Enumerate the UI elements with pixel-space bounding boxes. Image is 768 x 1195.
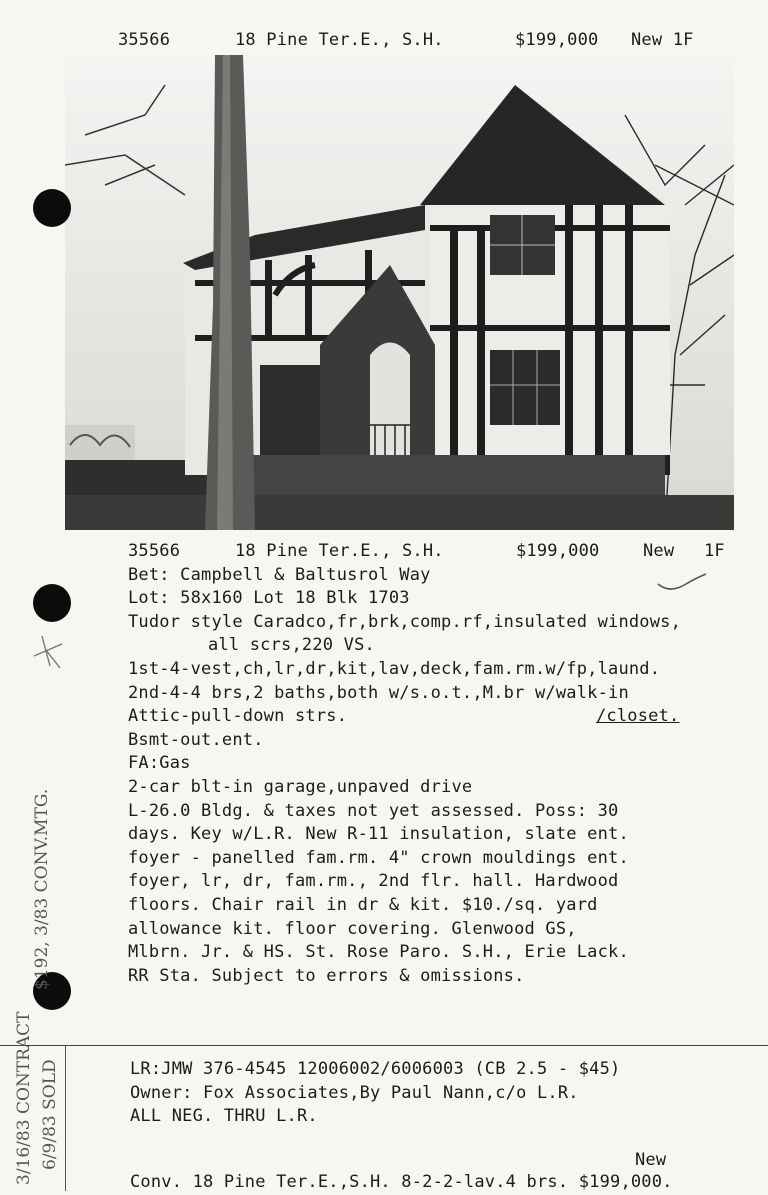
listing-price: $199,000: [516, 541, 600, 561]
closet-text: /closet.: [596, 706, 680, 727]
listing-footer: [130, 1058, 620, 1129]
remarks-line: foyer - panelled fam.rm. 4" crown mouldings ent.: [128, 847, 629, 868]
sold-note: 6/9/83 SOLD: [40, 1059, 60, 1170]
lot-line: Lot: 58x160 Lot 18 Blk 1703: [128, 588, 410, 609]
heat-line: FA:Gas: [128, 753, 191, 774]
listing-details: [128, 540, 758, 988]
remarks-line: foyer, lr, dr, fam.rm., 2nd flr. hall. Hardwood: [128, 871, 619, 892]
listing-status: New: [643, 541, 675, 561]
punch-hole-middle: [33, 584, 71, 622]
basement-line: Bsmt-out.ent.: [128, 729, 264, 750]
section-divider: [0, 1045, 768, 1046]
owner-line: Owner: Fox Associates,By Paul Nann,c/o L.R.: [130, 1082, 579, 1103]
remarks-line: floors. Chair rail in dr & kit. $10./sq. yard: [128, 894, 598, 915]
remarks-line: allowance kit. floor covering. Glenwood GS,: [128, 918, 577, 939]
listing-number: 35566: [128, 541, 181, 561]
listing-code: 1F: [704, 541, 725, 561]
check-mark-icon: [656, 572, 708, 594]
style-line-continued: all scrs,220 VS.: [208, 635, 375, 656]
header-listing-number: 35566: [118, 30, 171, 50]
conv-line: Conv. 18 Pine Ter.E.,S.H. 8-2-2-lav.4 brs. $199,000.: [130, 1172, 673, 1192]
attic-text: Attic-pull-down strs.: [128, 706, 348, 727]
listing-address: 18 Pine Ter.E., S.H.: [235, 541, 444, 561]
remarks-line: L-26.0 Bldg. & taxes not yet assessed. Poss: 30: [128, 800, 619, 821]
tudor-house-image: [65, 55, 734, 530]
conv-status: New: [635, 1150, 667, 1170]
house-photo: [65, 55, 734, 530]
pen-mark-icon: [28, 632, 68, 672]
garage-line: 2-car blt-in garage,unpaved drive: [128, 776, 473, 797]
header-status: New 1F: [631, 30, 694, 50]
attic-line: [128, 705, 758, 729]
between-line: Bet: Campbell & Baltusrol Way: [128, 564, 431, 585]
remarks-line: days. Key w/L.R. New R-11 insulation, slate ent.: [128, 824, 629, 845]
punch-hole-top: [33, 189, 71, 227]
remarks-line: RR Sta. Subject to errors & omissions.: [128, 965, 525, 986]
remarks-line: Mlbrn. Jr. & HS. St. Rose Paro. S.H., Erie Lack.: [128, 942, 629, 963]
mortgage-note: $192, 3/83 CONV.MTG.: [32, 788, 52, 990]
listing-header-line: [128, 540, 758, 564]
listing-realtor-line: LR:JMW 376-4545 12006002/6006003 (CB 2.5 - $45): [130, 1059, 621, 1079]
contract-note: 3/16/83 CONTRACT: [14, 1011, 34, 1185]
second-floor-line: 2nd-4-4 brs,2 baths,both w/s.o.t.,M.br w/walk-in: [128, 682, 629, 703]
header-price: $199,000: [515, 30, 599, 50]
header-address: 18 Pine Ter.E., S.H.: [235, 30, 444, 50]
margin-divider: [65, 1046, 66, 1191]
negotiation-line: ALL NEG. THRU L.R.: [130, 1106, 318, 1127]
first-floor-line: 1st-4-vest,ch,lr,dr,kit,lav,deck,fam.rm.w/fp,laund.: [128, 658, 661, 679]
style-line: Tudor style Caradco,fr,brk,comp.rf,insulated windows,: [128, 611, 682, 632]
